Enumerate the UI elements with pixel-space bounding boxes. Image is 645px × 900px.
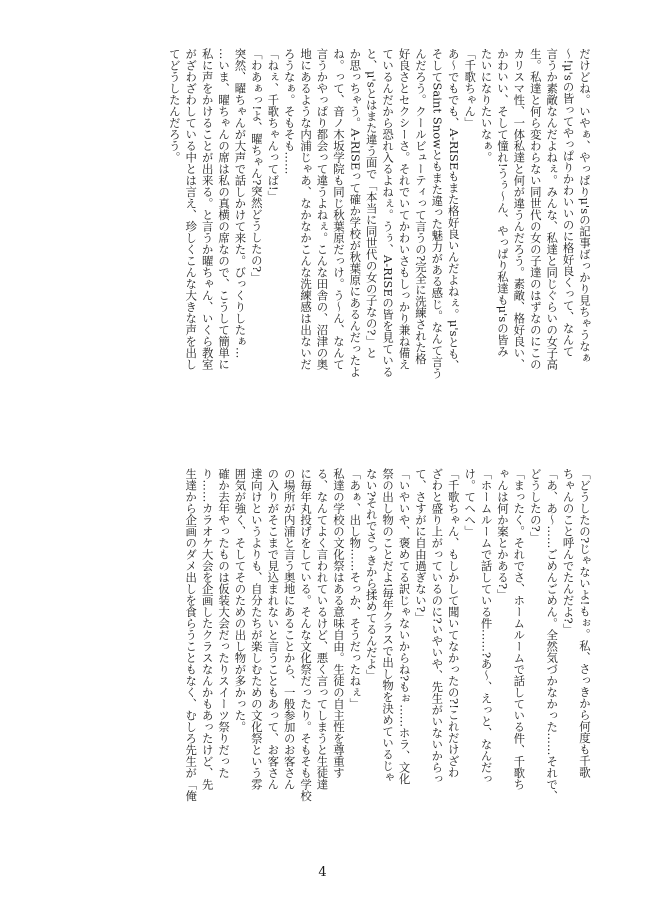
text-line: の場所が内浦と言う奥地にあることから、一般参加のお客さん [282,468,297,790]
text-line: 「ねぇ、千歌ちゃんってば!」 [266,48,281,203]
text-line: だけどね。いやぁ、やっぱりμ'sの記事ばっかり見ちゃうなぁ [578,48,592,364]
text-line: 〜!μ'sの皆ってやっぱりかわいいのに格好良くって、なんて [561,48,576,357]
text-line: 「いやいや、褒めてる訳じゃないからね?もぉ……ホラ、文化 [397,468,412,785]
text-line: 突然、曜ちゃんが大声で話しかけて来た。びっくりしたぁ… [233,48,248,359]
text-line: ね。って、音ノ木坂学院も同じ秋葉原だっけ。う〜ん、なんて [331,48,346,370]
text-line: てどうしたんだろう。 [167,48,182,163]
text-line: 「あぁ、出し物……そっか、そうだったねぇ」 [348,468,363,710]
text-line: 「わあぁっ!よ、曜ちゃん?突然どうしたの?」 [249,48,264,284]
text-line: て、さすがに自由過ぎない?」 [413,468,428,624]
text-line: …いま、曜ちゃんの席は私の真横の席なので、こうして簡単に [217,48,232,370]
lower-text-block [183,468,593,856]
text-line: 私に声をかけることが出来る。と言うか曜ちゃん、いくら教室 [200,48,215,370]
text-line: 「千歌ちゃん」 [463,48,478,129]
text-line: 私達の学校の文化祭はある意味自由。生徒の自主性を尊重す [331,468,346,779]
page-number: 4 [318,865,327,880]
text-line: あ〜でもでも、A-RISEもまた格好良いんだよねぇ。μ'sとも、 [446,48,461,372]
text-line: る、なんてよく言われているけど、悪く言ってしまうと生徒達 [315,468,330,790]
text-line: 達向けというよりも、自分たちが楽しむための文化祭という雰 [249,468,264,790]
text-line: に毎年丸投げをしている。そんな文化祭だったり。そもそも学校 [299,468,314,802]
text-line: 生。私達と何ら変わらない同世代の女の子達のはずなのにこの [528,48,543,370]
text-line: かわいい、そして憧れ!うぅ〜ん、やっぱり私達もμ'sの皆み [495,48,510,357]
text-line: 囲気が強く、そしてそのための出し物が多かった。 [233,468,248,733]
text-line: がざわざわしている中とは言え、珍しくこんな大きな声を出し [184,48,199,370]
text-line: り……カラオケ大会を企画したクラスなんかもあったけど、先 [200,468,215,790]
text-line: ろうなぁ。そもそも…… [282,48,297,175]
upper-text-block [166,48,593,458]
text-line: ゃんは何か案とかある?」 [495,468,510,601]
text-line: 「あ、あ〜……ごめんごめん。全然気づかなかった……それで、 [545,468,560,802]
text-line: どうしたの?」 [528,468,543,544]
text-line: 「ホームルームで話している件……?あ〜、えっと、なんだっ [479,468,494,785]
text-line: 生達から企画のダメ出しを食らうこともなく、むしろ先生が「俺 [184,468,199,802]
text-line: 確か去年やったものは仮装大会だったりスイーツ祭りだった [217,468,232,779]
text-line: 「千歌ちゃん、もしかして聞いてなかったの?!これだけざわ [446,468,461,778]
text-line: そしてSaint Snowともまた違った魅力がある感じ。なんて言う [430,48,445,380]
text-line: 「まったく。それでさ、ホームルームで話している件、千歌ち [512,468,527,790]
text-line: け。てへへ」 [463,468,478,537]
text-line: 好良さとセクシーさ。それでいてかわいさもしっかり兼ね備え [397,48,412,370]
text-line: と、μ'sとはまた違う面で「本当に同世代の女の子なの?」と [364,48,379,359]
text-line: たいになりたいなぁ。 [479,48,494,163]
text-line: 地にあるような内浦じゃあ、なかなかこんな洗練感は出ないだ [299,48,314,370]
text-line: 「どうしたの?じゃないよ!もぉ。私、さっきから何度も千歌 [578,468,592,778]
text-line: んだろう。クールビューティって言うの?完全に洗練された格 [413,48,428,365]
text-line: 言うかやっぱり都会って違うよねぇ。こんな田舎の、沼津の奥 [315,48,330,370]
text-line: 祭の出し物のことだよ!毎年クラスで出し物を決めているじゃ [381,468,396,784]
text-line: ちゃんのこと呼んでたんだよ?」 [561,468,576,636]
text-line: ているんだから恐れ入るよねぇ。うぅ、A-RISEの皆を見ている [381,48,396,378]
text-line: の入りがそこまで見込まれないと言うこともあって、お客さん [266,468,281,790]
text-line: 言うか素敵なんだよねぇ。みんな、私達と同じぐらいの女子高 [545,48,560,370]
text-line: ない?それでさっきから揉めてるんだよ」 [364,468,379,682]
text-line: か思っちゃう。A-RISEって確か学校が秋葉原にあるんだったよ [348,48,363,378]
text-line: ざわと盛り上がっているのに?いやいや、先生がいないからっ [430,468,445,785]
text-line: カリスマ性、一体私達と何が違うんだろう。素敵、格好良い、 [512,48,527,370]
